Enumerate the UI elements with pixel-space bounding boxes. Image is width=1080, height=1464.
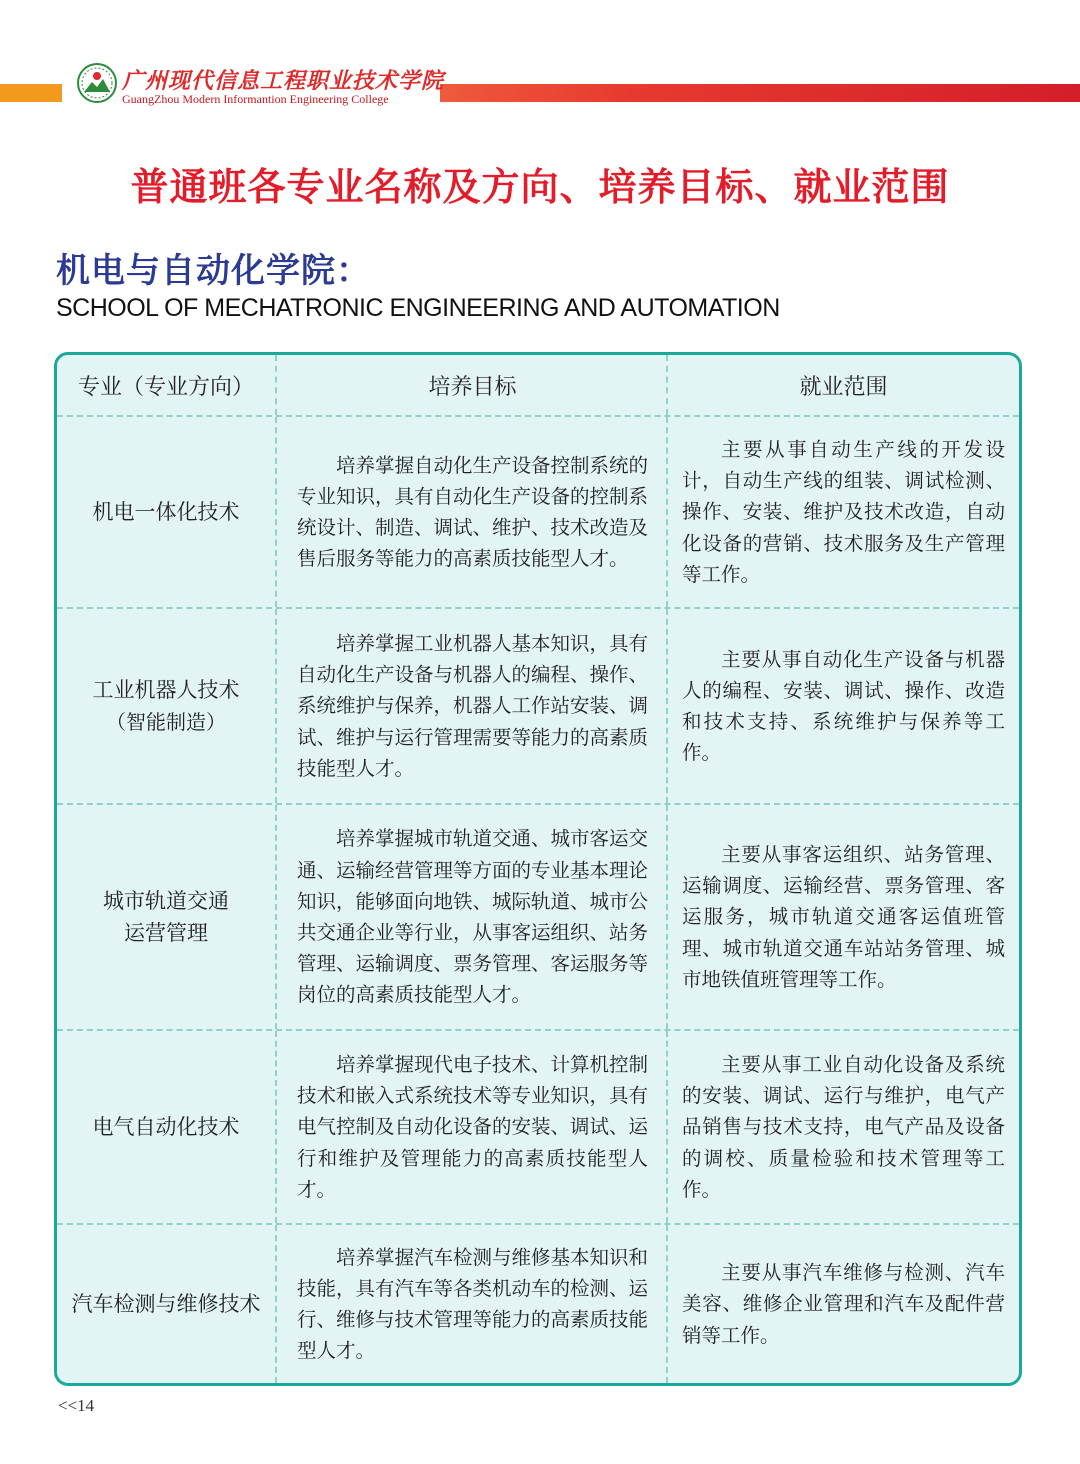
major-cell: [57, 609, 277, 803]
school-name-en: SCHOOL OF MECHATRONIC ENGINEERING AND AUTOMATION: [56, 294, 780, 322]
major-cell: [57, 417, 277, 607]
table-row: [57, 805, 1019, 1031]
major-direction: （智能制造）: [106, 710, 226, 734]
table-header-row: [57, 355, 1019, 417]
major-name: 电气自动化技术: [92, 1115, 240, 1139]
employment-text: 主要从事汽车维修与检测、汽车美容、维修企业管理和汽车及配件营销等工作。: [682, 1261, 1005, 1347]
goal-cell: [277, 1031, 668, 1223]
goal-text: 培养掌握自动化生产设备控制系统的专业知识，具有自动化生产设备的控制系统设计、制造、调试、维护、技术改造及售后服务等能力的高素质技能型人才。: [297, 453, 649, 571]
goal-text: 培养掌握工业机器人基本知识，具有自动化生产设备与机器人的编程、操作、系统维护与保养，机器人工作站安装、调试、维护与运行管理需要等能力的高素质技能型人才。: [297, 631, 649, 780]
table-row: [57, 609, 1019, 805]
major-name: 城市轨道交通: [103, 889, 229, 913]
employment-cell: [668, 417, 1019, 607]
goal-cell: [277, 417, 668, 607]
employment-text: 主要从事工业自动化设备及系统的安装、调试、运行与维护，电气产品销售与技术支持，电气产品及设备的调校、质量检验和技术管理等工作。: [682, 1052, 1005, 1201]
goal-cell: [277, 805, 668, 1029]
employment-cell: [668, 805, 1019, 1029]
major-cell: [57, 805, 277, 1029]
goal-cell: [277, 609, 668, 803]
college-name-cn: 广州现代信息工程职业技术学院: [122, 68, 445, 94]
majors-table: [54, 352, 1022, 1386]
column-header-goal: 培养目标: [277, 355, 668, 415]
table-row: [57, 1031, 1019, 1225]
page-number: <<14: [58, 1396, 95, 1415]
header-orange-bar: [0, 84, 62, 102]
employment-text: 主要从事自动生产线的开发设计，自动生产线的组装、调试检测、操作、安装、维护及技术改造，自动化设备的营销、技术服务及生产管理等工作。: [682, 437, 1005, 586]
goal-text: 培养掌握城市轨道交通、城市客运交通、运输经营管理等方面的专业基本理论知识，能够面向地铁、城际轨道、城市公共交通企业等行业，从事客运组织、站务管理、运输调度、票务管理、客运服务等岗位的高素质技能型人才。: [297, 827, 649, 1007]
page-title: 普通班各专业名称及方向、培养目标、就业范围: [130, 165, 950, 209]
employment-text: 主要从事客运组织、站务管理、运输调度、运输经营、票务管理、客运服务，城市轨道交通客运值班管理、城市轨道交通车站站务管理、城市地铁值班管理等工作。: [682, 842, 1005, 991]
major-cell: [57, 1225, 277, 1383]
column-header-major: 专业（专业方向）: [57, 355, 277, 415]
major-name: 汽车检测与维修技术: [71, 1292, 261, 1316]
goal-text: 培养掌握现代电子技术、计算机控制技术和嵌入式系统技术等专业知识，具有电气控制及自动化设备的安装、调试、运行和维护及管理能力的高素质技能型人才。: [297, 1052, 649, 1201]
major-direction: 运营管理: [124, 921, 208, 945]
major-name: 工业机器人技术: [92, 678, 240, 702]
employment-cell: [668, 1031, 1019, 1223]
college-name-en: GuangZhou Modern Informantion Engineering College: [122, 92, 389, 106]
table-row: [57, 417, 1019, 609]
table-row: [57, 1225, 1019, 1383]
employment-text: 主要从事自动化生产设备与机器人的编程、安装、调试、操作、改造和技术支持、系统维护与保养等工作。: [682, 647, 1005, 765]
school-name-cn: 机电与自动化学院：: [56, 251, 371, 291]
college-logo-icon: [76, 62, 118, 104]
major-cell: [57, 1031, 277, 1223]
major-name: 机电一体化技术: [92, 500, 240, 524]
header-red-bar: [440, 84, 1080, 102]
employment-cell: [668, 609, 1019, 803]
goal-cell: [277, 1225, 668, 1383]
column-header-employment: 就业范围: [799, 374, 888, 400]
goal-text: 培养掌握汽车检测与维修基本知识和技能，具有汽车等各类机动车的检测、运行、维修与技术管理等能力的高素质技能型人才。: [297, 1245, 649, 1363]
employment-cell: [668, 1225, 1019, 1383]
